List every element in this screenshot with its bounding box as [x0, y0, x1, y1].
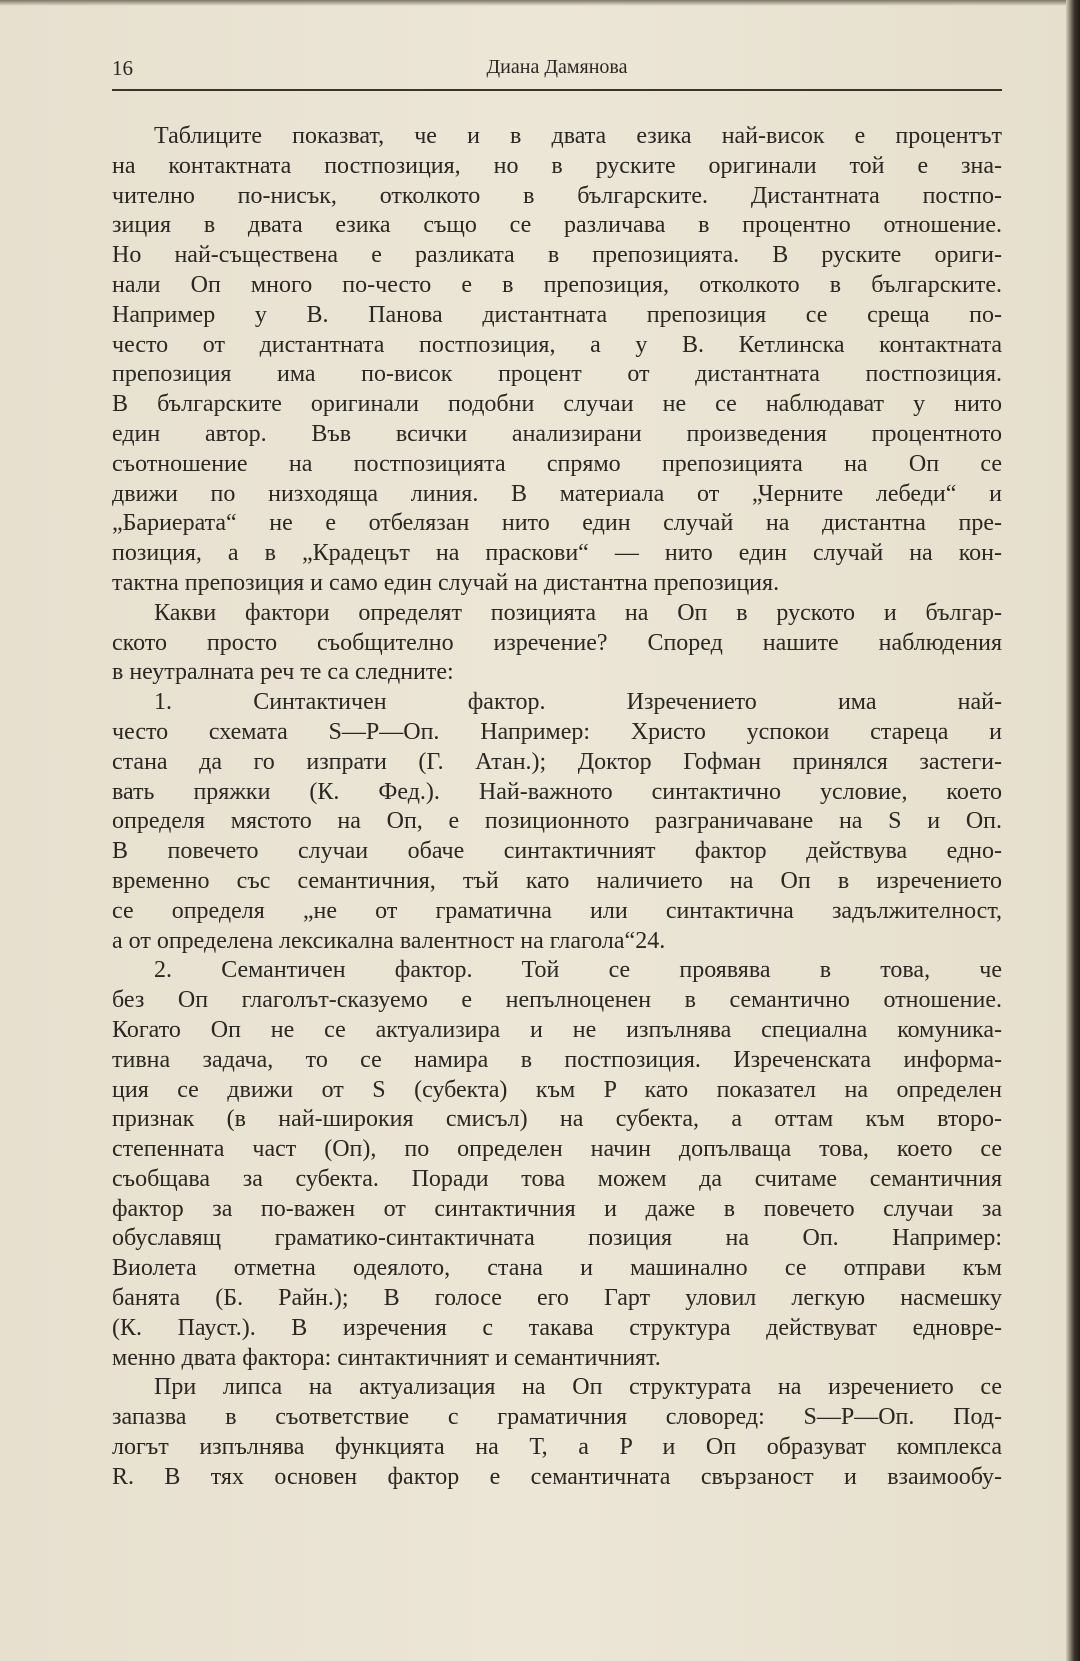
text-line: банята (Б. Райн.); В голосе его Гарт уловил легкую насмешку — [112, 1285, 1002, 1312]
text-line: ция се движи от S (субекта) към P като показател на определен — [112, 1076, 1002, 1103]
text-line: (К. Пауст.). В изречения с такава структура действуват едновре- — [112, 1314, 1002, 1341]
text-line: на контактната постпозиция, но в руските оригинали той е зна- — [112, 152, 1002, 179]
text-line: 2. Семантичен фактор. Той се проявява в това, че — [154, 957, 1002, 984]
text-line: определя мястото на Оп, е позиционното разграничаване на S и Оп. — [112, 808, 1002, 835]
book-spine-edge — [1066, 0, 1080, 1661]
text-line: тактна препозиция и само един случай на дистантна препозиция. — [112, 569, 780, 596]
text-line: Виолета отметна одеялото, стана и машинално се отправи към — [112, 1255, 1002, 1282]
page-header — [112, 52, 1002, 92]
text-line: В българските оригинали подобни случаи не се наблюдават у нито — [112, 391, 1002, 418]
text-line: временно със семантичния, тъй като наличието на Оп в изречението — [112, 867, 1002, 894]
text-line: вать пряжки (К. Фед.). Най-важното синтактично условие, което — [112, 778, 1002, 805]
text-line: движи по низходяща линия. В материала от „Черните лебеди“ и — [112, 480, 1002, 507]
text-line: се определя „не от граматична или синтактична задължителност, — [112, 897, 1002, 924]
text-line: често схемата S—P—Оп. Например: Христо успокои стареца и — [112, 718, 1002, 745]
text-line: „Бариерата“ не е отбелязан нито един случай на дистантна пре- — [112, 510, 1002, 537]
text-line: тивна задача, то се намира в постпозиция. Изреченската информа- — [112, 1046, 1002, 1073]
text-line: логът изпълнява функцията на Т, а P и Оп образуват комплекса — [112, 1434, 1002, 1461]
header-rule — [112, 89, 1002, 91]
text-line: препозиция има по-висок процент от дистантната постпозиция. — [112, 361, 1002, 388]
text-line: обуславящ граматико-синтактичната позиция на Оп. Например: — [112, 1225, 1002, 1252]
text-line: зиция в двата езика също се различава в процентно отношение. — [112, 212, 1002, 239]
text-line: в неутралната реч те са следните: — [112, 659, 454, 686]
text-line: един автор. Във всички анализирани произведения процентното — [112, 420, 1002, 447]
text-line: нали Оп много по-често е в препозиция, отколкото в българските. — [112, 271, 1002, 298]
text-line: Какви фактори определят позицията на Оп в руското и българ- — [154, 599, 1002, 626]
body-text — [112, 122, 1002, 1493]
text-line: често от дистантната постпозиция, а у В. Кетлинска контактната — [112, 331, 1002, 358]
text-line: В повечето случаи обаче синтактичният фактор действува едно- — [112, 838, 1002, 865]
text-line: R. В тях основен фактор е семантичната свързаност и взаимообу- — [112, 1463, 1002, 1490]
text-line: чително по-нисък, отколкото в българските. Дистантната постпо- — [112, 182, 1002, 209]
text-line: Когато Оп не се актуализира и не изпълнява специална комуника- — [112, 1016, 1002, 1043]
text-line: степенната част (Оп), по определен начин допълваща това, което се — [112, 1136, 1002, 1163]
text-line: признак (в най-широкия смисъл) на субекта, а оттам към второ- — [112, 1106, 1002, 1133]
text-line: съотношение на постпозицията спрямо препозицията на Оп се — [112, 450, 1002, 477]
text-line: При липса на актуализация на Оп структурата на изречението се — [154, 1374, 1002, 1401]
text-line: съобщава за субекта. Поради това можем да считаме семантичния — [112, 1165, 1002, 1192]
text-line: запазва в съответствие с граматичния словоред: S—P—Оп. Под- — [112, 1404, 1002, 1431]
text-line: менно двата фактора: синтактичният и семантичният. — [112, 1344, 661, 1371]
running-head: Диана Дамянова — [486, 56, 628, 78]
text-line: а от определена лексикална валентност на глагола“24. — [112, 927, 666, 954]
text-line: 1. Синтактичен фактор. Изречението има най- — [154, 689, 1002, 716]
text-line: без Оп глаголът-сказуемо е непълноценен в семантично отношение. — [112, 987, 1002, 1014]
text-line: Таблиците показват, че и в двата езика най-висок е процентът — [154, 123, 1002, 149]
text-line: ското просто съобщително изречение? Според нашите наблюдения — [112, 629, 1002, 656]
page-number: 16 — [112, 56, 133, 80]
page-top-shadow — [0, 0, 1080, 6]
text-line: фактор за по-важен от синтактичния и даже в повечето случаи за — [112, 1195, 1002, 1222]
text-line: стана да го изпрати (Г. Атан.); Доктор Гофман принялся застеги- — [112, 748, 1002, 775]
text-line: Но най-съществена е разликата в препозицията. В руските ориги- — [112, 242, 1002, 269]
text-line: позиция, а в „Крадецът на праскови“ — нито един случай на кон- — [112, 540, 1002, 567]
text-line: Например у В. Панова дистантната препозиция се среща по- — [112, 301, 1002, 328]
